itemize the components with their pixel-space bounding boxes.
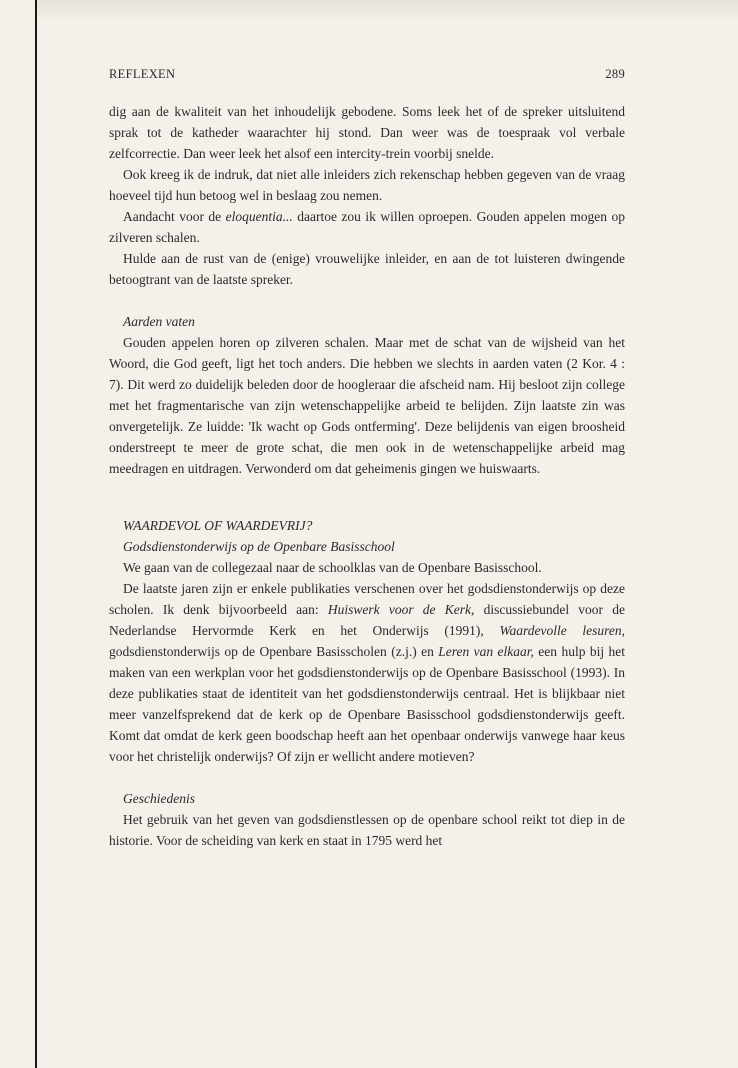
italic-title: Waardevolle lesuren, [499, 623, 625, 638]
italic-title: Leren van elkaar, [438, 644, 534, 659]
page-number: 289 [605, 67, 625, 81]
section-heading: Aarden vaten [123, 314, 195, 329]
paragraph: We gaan van de collegezaal naar de schoolklas van de Openbare Basisschool. [123, 560, 542, 575]
section-subheading: Godsdienstonderwijs op de Openbare Basisschool [123, 539, 395, 554]
paragraph: dig aan de kwaliteit van het inhoudelijk gebodene. Soms leek het of de spreker uitsluitend sprak tot de katheder waarachter hij stond. Dan weer was de toespraak vol verbale zelfcorrectie. Dan weer leek het alsof een intercity-trein voorbij snelde. [109, 104, 625, 161]
binding-gutter-line [35, 0, 37, 1068]
running-title: REFLEXEN [109, 67, 176, 81]
page-top-shading [37, 0, 738, 22]
section-heading: Geschiedenis [123, 791, 195, 806]
paragraph: Hulde aan de rust van de (enige) vrouwelijke inleider, en aan de tot luisteren dwingende betoogtrant van de laatste spreker. [109, 251, 625, 287]
paragraph: Het gebruik van het geven van godsdienstlessen op de openbare school reikt tot diep in de historie. Voor de scheiding van kerk en staat in 1795 werd het [109, 812, 625, 848]
running-header [109, 64, 625, 85]
paragraph: Ook kreeg ik de indruk, dat niet alle inleiders zich rekenschap hebben gegeven van de vraag hoeveel tijd hun betoog wel in beslaag zou nemen. [109, 167, 625, 203]
italic-term: eloquentia... [225, 209, 293, 224]
italic-title: Huiswerk voor de Kerk, [327, 602, 475, 617]
paragraph: De laatste jaren zijn er enkele publikaties verschenen over het godsdienstonderwijs op deze scholen. Ik denk bijvoorbeeld aan: Huiswerk voor de Kerk, discussiebundel voor de Nederlandse Hervormde Kerk en het Onderwijs (1991), Waardevolle lesuren, godsdienstonderwijs op de Openbare Basisscholen (z.j.) en Leren van elkaar, een hulp bij het maken van een werkplan voor het godsdienstonderwijs op de Openbare Basisschool (1993). In deze publikaties staat de identiteit van het godsdienstonderwijs centraal. Het is blijkbaar niet meer vanzelfsprekend dat de kerk op de Openbare Basisschool godsdienstonderwijs geeft. Komt dat omdat de kerk geen boodschap heeft aan het openbaar onderwijs vanwege haar keus voor het christelijk onderwijs? Of zijn er wellicht andere motieven? [109, 581, 626, 764]
section-heading: WAARDEVOL OF WAARDEVRIJ? [123, 518, 313, 533]
paragraph: Aandacht voor de eloquentia... daartoe zou ik willen oproepen. Gouden appelen mogen op zilveren schalen. [109, 209, 625, 245]
page-body [109, 64, 625, 851]
paragraph: Gouden appelen horen op zilveren schalen. Maar met de schat van de wijsheid van het Woord, die God geeft, ligt het toch anders. Die hebben we slechts in aarden vaten (2 Kor. 4 : 7). Dit werd zo duidelijk beleden door de hoogleraar die afscheid nam. Hij besloot zijn college met het fragmentarische van zijn wetenschappelijke arbeid te belijden. Zijn laatste zin was onvergetelijk. Ze luidde: 'Ik wacht op Gods ontferming'. Deze belijdenis van eigen broosheid onderstreept te meer de grote schat, die men ook in de wetenschappelijke arbeid mag meedragen en uitdragen. Verwonderd om dat geheimenis gingen we huiswaarts. [109, 335, 625, 476]
